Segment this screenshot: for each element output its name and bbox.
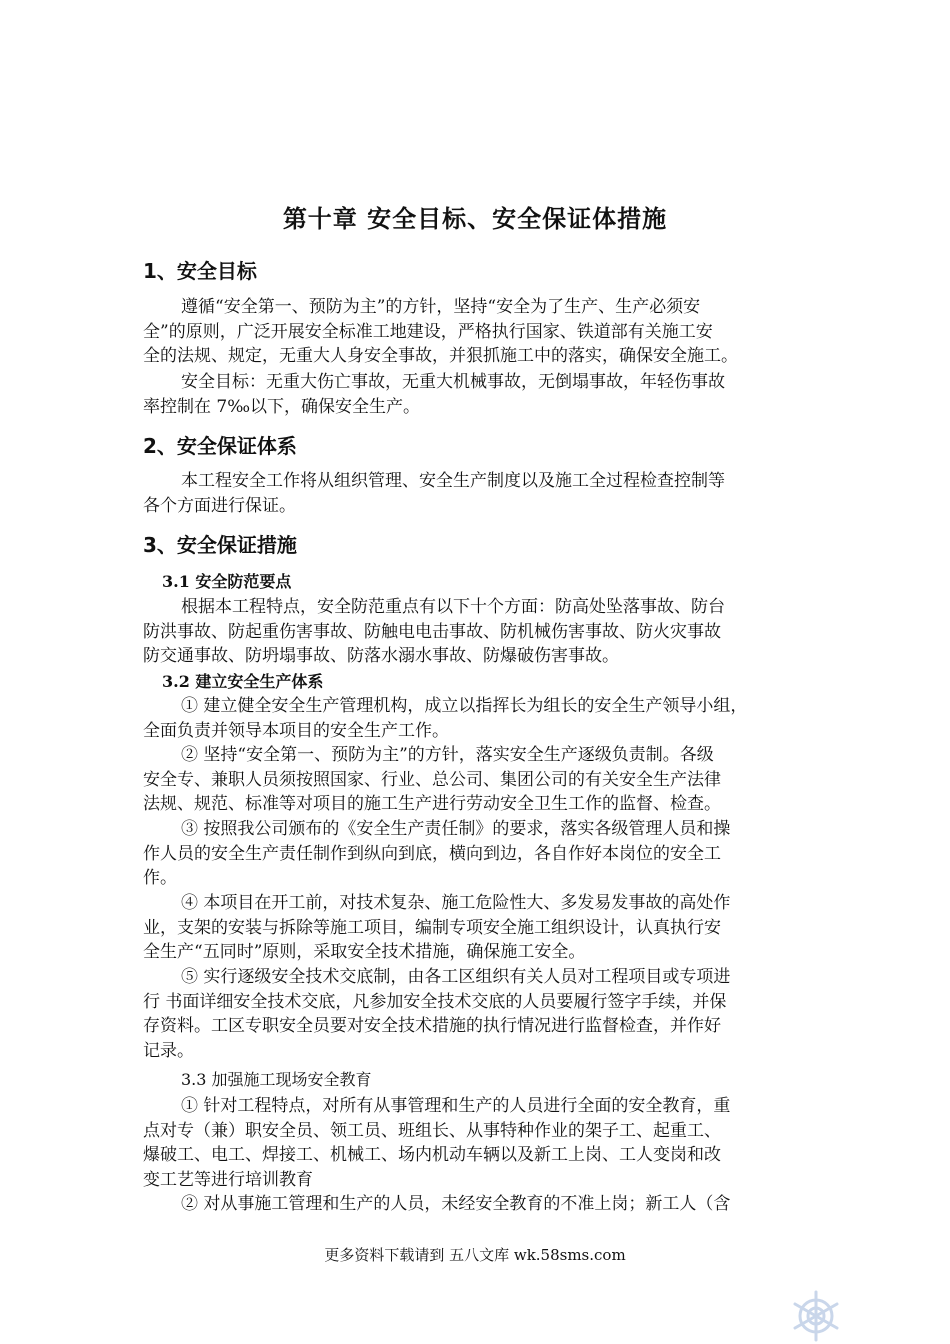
text-line: 全”的原则，广泛开展安全标准工地建设，严格执行国家、铁道部有关施工安 (143, 321, 713, 342)
text-line: 安全目标：无重大伤亡事故，无重大机械事故，无倒塌事故，年轻伤事故 (181, 372, 725, 392)
text-line: 各个方面进行保证。 (143, 495, 296, 516)
text-line: ③ 按照我公司颁布的《安全生产责任制》的要求，落实各级管理人员和操 (181, 819, 731, 839)
text-line: 全生产“五同时”原则，采取安全技术措施，确保施工安全。 (143, 942, 586, 962)
text-line: 防交通事故、防坍塌事故、防落水溺水事故、防爆破伤害事故。 (143, 646, 619, 666)
subsection-heading-3-2: 3.2 建立安全生产体系 (162, 672, 324, 691)
section-heading-3: 3、安全保证措施 (143, 533, 297, 557)
text-line: ⑤ 实行逐级安全技术交底制，由各工区组织有关人员对工程项目或专项进 (181, 967, 731, 987)
paragraph-s2-1 (143, 469, 823, 518)
subsection-heading-3-3: 3.3 加强施工现场安全教育 (181, 1070, 372, 1089)
section-heading-1: 1、安全目标 (143, 259, 257, 283)
text-line: 法规、规范、标准等对项目的施工生产进行劳动安全卫生工作的监督、检查。 (143, 794, 721, 814)
paragraph-s1-1 (143, 295, 823, 369)
text-line: ② 对从事施工管理和生产的人员，未经安全教育的不准上岗；新工人（含 (181, 1194, 731, 1214)
text-line: 全的法规、规定，无重大人身安全事故，并狠抓施工中的落实，确保安全施工。 (143, 346, 738, 366)
paragraph-s3-2-3 (143, 817, 823, 891)
text-line: 作人员的安全生产责任制作到纵向到底，横向到边，各自作好本岗位的安全工 (143, 843, 721, 864)
text-line: 记录。 (143, 1040, 194, 1061)
chapter-title: 第十章 安全目标、安全保证体措施 (282, 205, 668, 233)
paragraph-s3-3-2 (143, 1192, 823, 1217)
paragraph-s1-2 (143, 370, 823, 419)
text-line: 防洪事故、防起重伤害事故、防触电电击事故、防机械伤害事故、防火灾事故 (143, 621, 721, 642)
text-line: 本工程安全工作将从组织管理、安全生产制度以及施工全过程检查控制等 (181, 471, 725, 491)
snowflake-icon (786, 1290, 846, 1342)
text-line: 变工艺等进行培训教育 (143, 1169, 313, 1190)
paragraph-s3-2-2 (143, 743, 823, 817)
page-footer[interactable]: 更多资料下载请到 五八文库 wk.58sms.com (324, 1246, 626, 1264)
paragraph-s3-1-1 (143, 595, 823, 669)
paragraph-s3-2-4 (143, 891, 823, 965)
text-line: 安全专、兼职人员须按照国家、行业、总公司、集团公司的有关安全生产法律 (143, 769, 721, 790)
text-line: 行 书面详细安全技术交底，凡参加安全技术交底的人员要履行签字手续，并保 (143, 991, 727, 1012)
text-line: 率控制在 7‰以下，确保安全生产。 (143, 396, 421, 417)
paragraph-s3-2-5 (143, 965, 823, 1063)
subsection-heading-3-1: 3.1 安全防范要点 (162, 572, 292, 591)
text-line: 全面负责并领导本项目的安全生产工作。 (143, 720, 449, 741)
text-line: ① 建立健全安全生产管理机构，成立以指挥长为组长的安全生产领导小组， (181, 696, 748, 716)
text-line: 业，支架的安装与拆除等施工项目，编制专项安全施工组织设计，认真执行安 (143, 917, 721, 938)
text-line: 遵循“安全第一、预防为主”的方针，坚持“安全为了生产、生产必须安 (181, 297, 701, 317)
text-line: 作。 (143, 868, 177, 888)
paragraph-s3-3-1 (143, 1094, 823, 1192)
paragraph-s3-2-1 (143, 694, 823, 743)
section-heading-2: 2、安全保证体系 (143, 434, 297, 458)
text-line: 存资料。工区专职安全员要对安全技术措施的执行情况进行监督检查，并作好 (143, 1016, 721, 1036)
text-line: 根据本工程特点，安全防范重点有以下十个方面：防高处坠落事故、防台 (181, 597, 725, 617)
text-line: 爆破工、电工、焊接工、机械工、场内机动车辆以及新工上岗、工人变岗和改 (143, 1145, 721, 1165)
text-line: ① 针对工程特点，对所有从事管理和生产的人员进行全面的安全教育，重 (181, 1096, 731, 1116)
text-line: ② 坚持“安全第一、预防为主”的方针，落实安全生产逐级负责制。各级 (181, 745, 714, 765)
text-line: 点对专（兼）职安全员、领工员、班组长、从事特种作业的架子工、起重工、 (143, 1120, 721, 1141)
text-line: ④ 本项目在开工前，对技术复杂、施工危险性大、多发易发事故的高处作 (181, 893, 731, 913)
